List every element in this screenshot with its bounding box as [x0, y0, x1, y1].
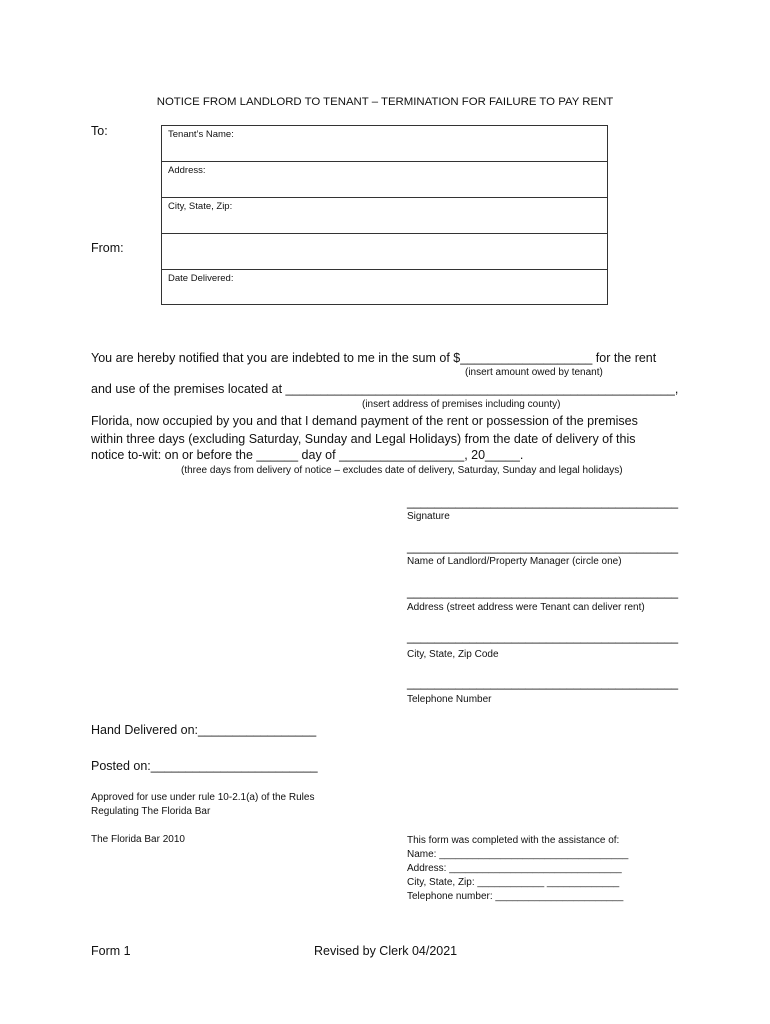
- city-state-zip-field[interactable]: [162, 198, 607, 234]
- landlord-name-label: Name of Landlord/Property Manager (circle one): [407, 556, 622, 567]
- landlord-telephone-line[interactable]: _______________________________________: [407, 676, 679, 690]
- approval-line-2: Regulating The Florida Bar: [91, 806, 211, 817]
- hint-address: (insert address of premises including county): [362, 399, 561, 410]
- landlord-name-line[interactable]: _______________________________________: [407, 540, 679, 554]
- hint-deadline: (three days from delivery of notice – excludes date of delivery, Saturday, Sunday and legal holidays): [181, 465, 623, 476]
- notice-line-4: within three days (excluding Saturday, Sunday and Legal Holidays) from the date of delivery of this: [91, 432, 636, 446]
- landlord-telephone-label: Telephone Number: [407, 694, 492, 705]
- revision-note: Revised by Clerk 04/2021: [314, 944, 458, 958]
- hand-delivered-line: Hand Delivered on:_________________: [91, 723, 317, 737]
- signature-label: Signature: [407, 511, 450, 522]
- signature-field: [407, 495, 679, 527]
- assistance-address-line: Address: _______________________________: [407, 863, 622, 874]
- city-state-zip-label: City, State, Zip:: [168, 201, 233, 212]
- landlord-city-state-zip-field: [407, 630, 679, 662]
- form-number: Form 1: [91, 944, 131, 958]
- from-field[interactable]: [162, 234, 607, 270]
- party-info-box: [161, 125, 608, 305]
- landlord-telephone-field: [407, 676, 679, 708]
- notice-line-3: Florida, now occupied by you and that I demand payment of the rent or possession of the premises: [91, 414, 638, 428]
- assistance-name-line: Name: __________________________________: [407, 849, 629, 860]
- landlord-address-label: Address (street address were Tenant can deliver rent): [407, 602, 645, 613]
- signature-line[interactable]: _______________________________________: [407, 495, 679, 509]
- landlord-address-field: [407, 585, 679, 617]
- approval-line-1: Approved for use under rule 10-2.1(a) of the Rules: [91, 792, 315, 803]
- address-field[interactable]: [162, 162, 607, 198]
- to-label: To:: [91, 124, 108, 138]
- from-label: From:: [91, 241, 124, 255]
- landlord-city-state-zip-label: City, State, Zip Code: [407, 649, 499, 660]
- date-delivered-label: Date Delivered:: [168, 273, 234, 284]
- posted-line: Posted on:________________________: [91, 759, 318, 773]
- notice-line-5: notice to-wit: on or before the ______ day of __________________, 20_____.: [91, 448, 524, 462]
- assistance-city-state-zip-line: City, State, Zip: ____________ _____________: [407, 877, 620, 888]
- address-label: Address:: [168, 165, 206, 176]
- assistance-heading: This form was completed with the assistance of:: [407, 835, 620, 846]
- notice-title: NOTICE FROM LANDLORD TO TENANT – TERMINATION FOR FAILURE TO PAY RENT: [156, 96, 614, 108]
- tenant-name-field[interactable]: [162, 126, 607, 162]
- copyright-line: The Florida Bar 2010: [91, 834, 185, 845]
- hint-amount: (insert amount owed by tenant): [465, 367, 603, 378]
- notice-line-1: You are hereby notified that you are indebted to me in the sum of $___________________ for the rent: [91, 351, 657, 365]
- notice-line-2: and use of the premises located at ________________________________________________________,: [91, 382, 679, 396]
- landlord-city-state-zip-line[interactable]: _______________________________________: [407, 630, 679, 644]
- tenant-name-label: Tenant’s Name:: [168, 129, 234, 140]
- landlord-address-line[interactable]: _______________________________________: [407, 585, 679, 599]
- assistance-telephone-line: Telephone number: _______________________: [407, 891, 624, 902]
- date-delivered-field[interactable]: [162, 270, 607, 304]
- landlord-name-field: [407, 540, 679, 572]
